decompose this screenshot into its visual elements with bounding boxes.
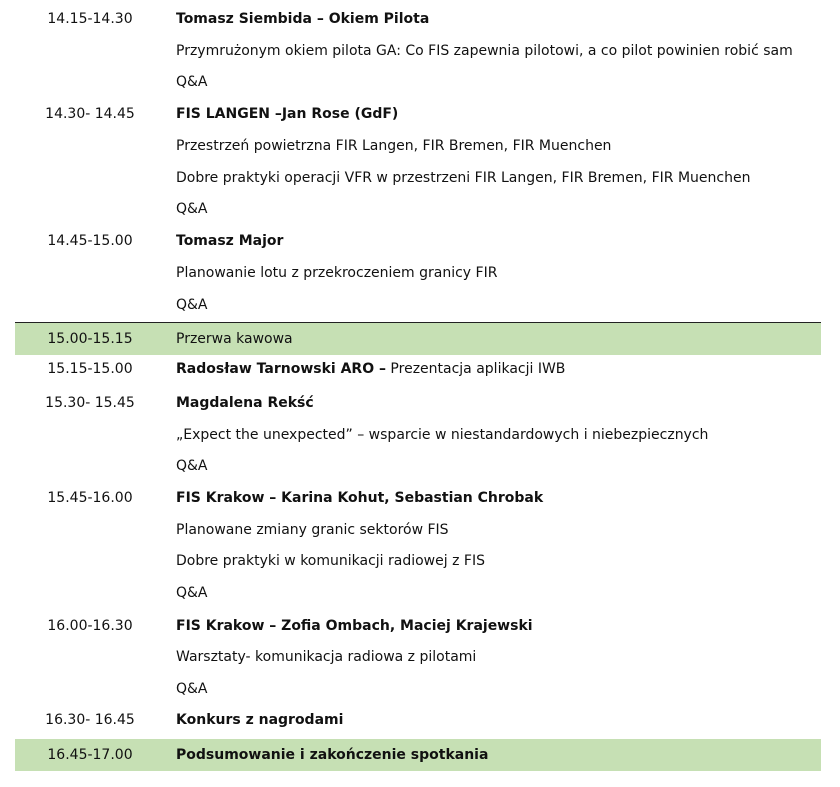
- time-cell: 16.30- 16.45: [45, 712, 135, 728]
- agenda-row: [15, 704, 821, 736]
- session-detail: Przymrużonym okiem pilota GA: Co FIS zapewnia pilotowi, a co pilot powinien robić sam: [176, 43, 793, 59]
- content-cell: [176, 673, 821, 705]
- session-detail: Dobre praktyki w komunikacji radiowej z FIS: [176, 553, 485, 569]
- time-cell: 15.15-15.00: [47, 361, 133, 377]
- agenda-row: [15, 225, 821, 257]
- agenda-row: [15, 450, 821, 482]
- session-detail: Q&A: [176, 681, 208, 697]
- agenda-row: [15, 289, 821, 321]
- agenda-row: [15, 162, 821, 194]
- session-detail: Dobre praktyki operacji VFR w przestrzeni FIR Langen, FIR Bremen, FIR Muenchen: [176, 170, 751, 186]
- agenda-row: [15, 577, 821, 609]
- content-cell: [176, 130, 821, 162]
- content-cell: [176, 98, 821, 130]
- content-cell: [176, 545, 821, 577]
- content-cell: [176, 514, 821, 546]
- time-cell: 15.45-16.00: [47, 490, 133, 506]
- session-title: Tomasz Siembida – Okiem Pilota: [176, 11, 430, 27]
- session-detail: „Expect the unexpected” – wsparcie w niestandardowych i niebezpiecznych: [176, 427, 709, 443]
- session-detail: Q&A: [176, 297, 208, 313]
- agenda-row: [15, 514, 821, 546]
- session-detail: Q&A: [176, 458, 208, 474]
- session-detail: Prezentacja aplikacji IWB: [385, 361, 566, 377]
- agenda-row: [15, 322, 821, 355]
- session-detail: Q&A: [176, 74, 208, 90]
- session-title: Tomasz Major: [176, 233, 284, 249]
- time-cell: 14.30- 14.45: [45, 106, 135, 122]
- agenda-row: [15, 545, 821, 577]
- agenda-row: [15, 739, 821, 771]
- agenda-row: [15, 130, 821, 162]
- content-cell: [176, 3, 821, 35]
- session-detail: Planowane zmiany granic sektorów FIS: [176, 522, 449, 538]
- content-cell: [176, 739, 821, 771]
- content-cell: [176, 387, 821, 419]
- time-cell: 15.00-15.15: [47, 331, 133, 347]
- agenda-row: [15, 482, 821, 514]
- session-detail: Przerwa kawowa: [176, 331, 293, 347]
- session-detail: Warsztaty- komunikacja radiowa z pilotami: [176, 649, 477, 665]
- content-cell: [176, 162, 821, 194]
- agenda-row: [15, 419, 821, 451]
- agenda-row: [15, 193, 821, 225]
- agenda-row: [15, 257, 821, 289]
- content-cell: [176, 225, 821, 257]
- agenda-row: [15, 35, 821, 67]
- agenda-row: [15, 353, 821, 385]
- agenda-row: [15, 610, 821, 642]
- time-cell: 14.45-15.00: [47, 233, 133, 249]
- session-detail: Planowanie lotu z przekroczeniem granicy FIR: [176, 265, 498, 281]
- content-cell: [176, 289, 821, 321]
- content-cell: [176, 610, 821, 642]
- content-cell: [176, 193, 821, 225]
- agenda-row: [15, 66, 821, 98]
- agenda-row: [15, 641, 821, 673]
- session-title: Radosław Tarnowski ARO –: [176, 361, 386, 377]
- content-cell: [176, 323, 821, 355]
- time-cell: 14.15-14.30: [47, 11, 133, 27]
- session-title: Konkurs z nagrodami: [176, 712, 344, 728]
- content-cell: [176, 66, 821, 98]
- content-cell: [176, 419, 821, 451]
- session-detail: Przestrzeń powietrzna FIR Langen, FIR Bremen, FIR Muenchen: [176, 138, 612, 154]
- session-title: FIS LANGEN –Jan Rose (GdF): [176, 106, 399, 122]
- session-detail: Q&A: [176, 201, 208, 217]
- content-cell: [176, 577, 821, 609]
- session-title: Magdalena Rekść: [176, 395, 314, 411]
- content-cell: [176, 482, 821, 514]
- content-cell: [176, 704, 821, 736]
- time-cell: 15.30- 15.45: [45, 395, 135, 411]
- content-cell: [176, 353, 821, 385]
- session-title: FIS Krakow – Zofia Ombach, Maciej Krajewski: [176, 618, 533, 634]
- content-cell: [176, 450, 821, 482]
- session-title: FIS Krakow – Karina Kohut, Sebastian Chrobak: [176, 490, 544, 506]
- content-cell: [176, 35, 821, 67]
- agenda-row: [15, 3, 821, 35]
- agenda-row: [15, 387, 821, 419]
- time-cell: 16.45-17.00: [47, 747, 133, 763]
- content-cell: [176, 257, 821, 289]
- session-detail: Q&A: [176, 585, 208, 601]
- session-title: Podsumowanie i zakończenie spotkania: [176, 747, 489, 763]
- content-cell: [176, 641, 821, 673]
- time-cell: 16.00-16.30: [47, 618, 133, 634]
- agenda-row: [15, 98, 821, 130]
- agenda-row: [15, 673, 821, 705]
